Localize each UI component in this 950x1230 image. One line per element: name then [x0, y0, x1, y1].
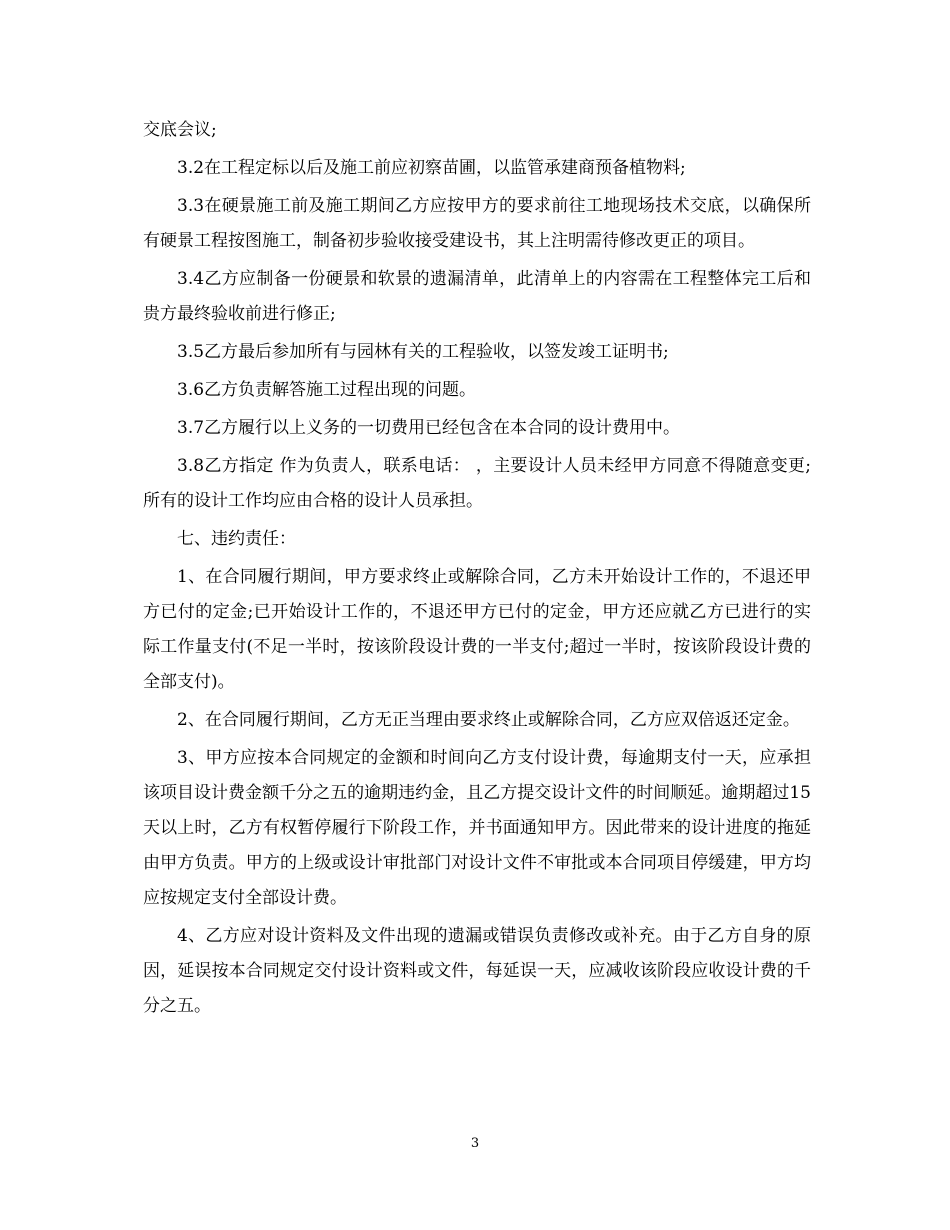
section-heading: 七、违约责任： [177, 529, 296, 549]
document-body [143, 113, 811, 1024]
paragraph-12: 3、甲方应按本合同规定的金额和时间向乙方支付设计费，每逾期支付一天，应承担该项目设计费金额千分之五的逾期违约金，且乙方提交设计文件的时间顺延。逾期超过15天以上时，乙方有权暂停履行下阶段工作，并书面通知甲方。因此带来的设计进度的拖延由甲方负责。甲方的上级或设计审批部门对设计文件不审批或本合同项目停缓建，甲方均应按规定支付全部设计费。 [143, 748, 811, 908]
page-number: 3 [470, 1136, 480, 1151]
paragraph-5: 3.5乙方最后参加所有与园林有关的工程验收，以签发竣工证明书; [177, 342, 669, 362]
paragraph-3: 3.3在硬景施工前及施工期间乙方应按甲方的要求前往工地现场技术交底，以确保所有硬景工程按图施工，制备初步验收接受建设书，其上注明需待修改更正的项目。 [143, 196, 811, 251]
paragraph-4: 3.4乙方应制备一份硬景和软景的遗漏清单，此清单上的内容需在工程整体完工后和贵方最终验收前进行修正; [143, 269, 811, 324]
paragraph-6: 3.6乙方负责解答施工过程出现的问题。 [177, 380, 477, 400]
paragraph-11: 2、在合同履行期间，乙方无正当理由要求终止或解除合同，乙方应双倍返还定金。 [177, 710, 800, 730]
paragraph-10: 1、在合同履行期间，甲方要求终止或解除合同，乙方未开始设计工作的，不退还甲方已付的定金;已开始设计工作的，不退还甲方已付的定金，甲方还应就乙方已进行的实际工作量支付(不足一半时，按该阶段设计费的一半支付;超过一半时，按该阶段设计费的全部支付)。 [143, 567, 811, 692]
paragraph-7: 3.7乙方履行以上义务的一切费用已经包含在本合同的设计费用中。 [177, 418, 681, 438]
paragraph-13: 4、乙方应对设计资料及文件出现的遗漏或错误负责修改或补充。由于乙方自身的原因，延误按本合同规定交付设计资料或文件，每延误一天，应减收该阶段应收设计费的千分之五。 [143, 926, 811, 1016]
paragraph-2: 3.2在工程定标以后及施工前应初察苗圃，以监管承建商预备植物料; [177, 158, 686, 178]
paragraph-8: 3.8乙方指定 作为负责人，联系电话： ，主要设计人员未经甲方同意不得随意变更;所有的设计工作均应由合格的设计人员承担。 [143, 456, 811, 511]
paragraph-1: 交底会议; [143, 120, 217, 140]
